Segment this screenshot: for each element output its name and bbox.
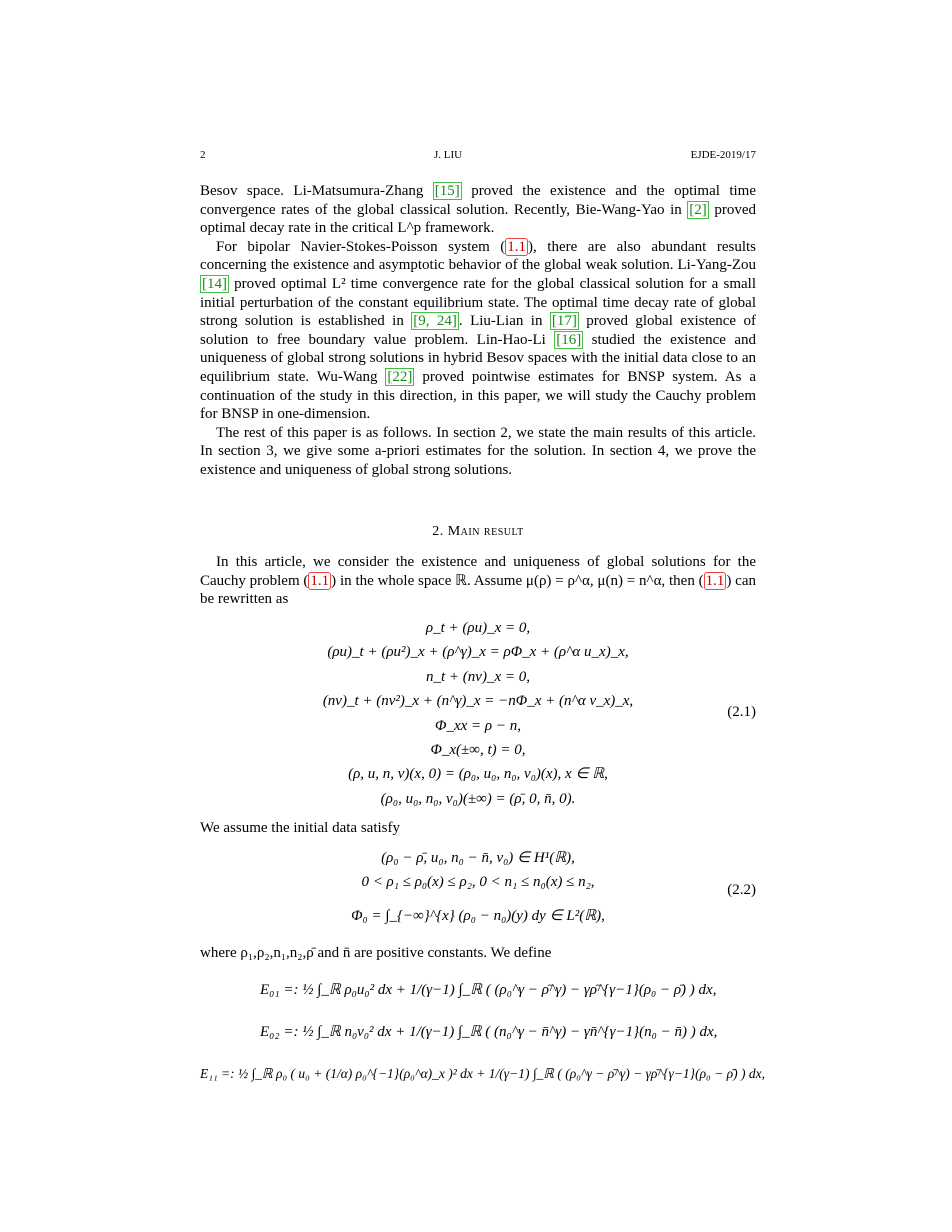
equation-ref-link[interactable]: 1.1 [507,238,527,255]
citation-link[interactable]: [22] [387,368,413,385]
energy-E11: E₁₁ =: ½ ∫_ℝ ρ₀ ( u₀ + (1/α) ρ₀^{−1}(ρ₀^α)_x )² dx + 1/(γ−1) ∫_ℝ ( (ρ₀^γ − ρ̄^γ) − γρ̄^{γ−1}(ρ₀ − ρ̄) ) dx, [200,1066,765,1081]
text-run: proved optimal decay rate in the critical L^p framework. [200,201,757,237]
text-run: Besov space. Li-Matsumura-Zhang [200,183,433,199]
equation-2-1 [200,616,756,811]
text-run: . Liu-Lian in [458,313,550,330]
text-run: For bipolar Navier-Stokes-Poisson system ( [216,238,506,255]
equation-number: (2.2) [727,882,756,898]
text-run: studied the existence and uniqueness of global strong solutions in hybrid Besov spaces with the initial data close to an equilibrium state. Wu-Wang [200,331,757,385]
equation-2-2 [200,846,756,938]
equation-number: (2.1) [727,704,756,720]
assume-text [200,819,756,838]
text-run: ) can be rewritten as [200,572,756,608]
text-run: We assume the initial data satisfy [200,820,400,836]
text-run: proved optimal L² time convergence rate for the global classical solution for a small initial perturbation of the constant equilibrium state. The optimal time decay rate of global strong solution is established in [200,275,756,330]
text-run: proved the existence and the optimal time convergence rates of the global classical solution. Recently, Bie-Wang-Yao in [200,183,756,218]
equation-line: (ρ₀, u₀, n₀, v₀)(±∞) = (ρ̄, 0, n̄, 0). [380,790,576,807]
equation-line: 0 < ρ₁ ≤ ρ₀(x) ≤ ρ₂, 0 < n₁ ≤ n₀(x) ≤ n₂, [361,874,595,890]
section-number: 2. [432,524,444,539]
text-run: proved pointwise estimates for BNSP system. As a continuation of the study in this direction, in this paper, we will study the Cauchy problem for BNSP in one-dimension. [200,368,756,423]
section-heading [200,524,756,540]
equation-line: n_t + (nv)_x = 0, [426,668,530,685]
citation-link[interactable]: [16] [556,331,582,348]
section2-paragraph [200,553,756,609]
running-author: J. LIU [434,149,463,161]
equation-line: Φ₀ = ∫_{−∞}^{x} (ρ₀ − n₀)(y) dy ∈ L²(ℝ), [351,908,605,924]
text-run: In this article, we consider the existence and uniqueness of global solutions for the Cauchy problem ( [200,554,756,589]
equation-line: ρ_t + (ρu)_x = 0, [425,620,531,636]
equation-ref-link[interactable]: 1.1 [310,572,330,589]
page-number: 2 [200,149,206,161]
text-run: ), there are also abundant results concerning the existence and asymptotic behavior of the global weak solution. Li-Yang-Zou [200,238,756,274]
energy-E02: E₀₂ =: ½ ∫_ℝ n₀v₀² dx + 1/(γ−1) ∫_ℝ ( (n₀^γ − n̄^γ) − γn̄^{γ−1}(n₀ − n̄) ) dx, [260,1024,718,1040]
section-title: Main result [447,524,524,539]
journal-id: EJDE-2019/17 [690,149,756,161]
equation-line: (ρ, u, n, v)(x, 0) = (ρ₀, u₀, n₀, v₀)(x), x ∈ ℝ, [348,766,608,783]
intro-paragraph-2 [200,238,756,424]
intro-paragraph-3: The rest of this paper is as follows. In section 2, we state the main results of this article. In section 3, we give some a-priori estimates for the solution. In section 4, we prove the existence and uniqueness of global strong solutions. [200,424,756,478]
equation-line: (ρ₀ − ρ̄, u₀, n₀ − n̄, v₀) ∈ H¹(ℝ), [381,850,575,866]
equation-line: Φ_xx = ρ − n, [435,717,521,734]
citation-link[interactable]: [2] [689,201,707,218]
citation-link[interactable]: [15] [434,183,460,199]
where-text [200,944,756,963]
citation-link[interactable]: [9, 24] [413,313,457,330]
citation-link[interactable]: [14] [202,275,227,292]
citation-link[interactable]: [17] [551,313,577,330]
equation-line: (ρu)_t + (ρu²)_x + (ρ^γ)_x = ρΦ_x + (ρ^α u_x)_x, [327,644,629,661]
equation-ref-link[interactable]: 1.1 [705,572,725,589]
equation-line: Φ_x(±∞, t) = 0, [430,741,526,758]
running-header [200,149,756,161]
equation-line: (nv)_t + (nv²)_x + (n^γ)_x = −nΦ_x + (n^α v_x)_x, [322,693,634,710]
text-run: ) in the whole space ℝ. Assume μ(ρ) = ρ^α, μ(n) = n^α, then ( [331,572,704,589]
intro-text [200,182,756,480]
energy-E01: E₀₁ =: ½ ∫_ℝ ρ₀u₀² dx + 1/(γ−1) ∫_ℝ ( (ρ₀^γ − ρ̄^γ) − γρ̄^{γ−1}(ρ₀ − ρ̄) ) dx, [260,982,717,998]
text-run: proved global existence of solution to free boundary value problem. Lin-Hao-Li [200,313,756,348]
text-run: where ρ₁,ρ₂,n₁,n₂,ρ̄ and n̄ are positive constants. We define [200,945,552,961]
intro-paragraph-1 [200,182,756,238]
